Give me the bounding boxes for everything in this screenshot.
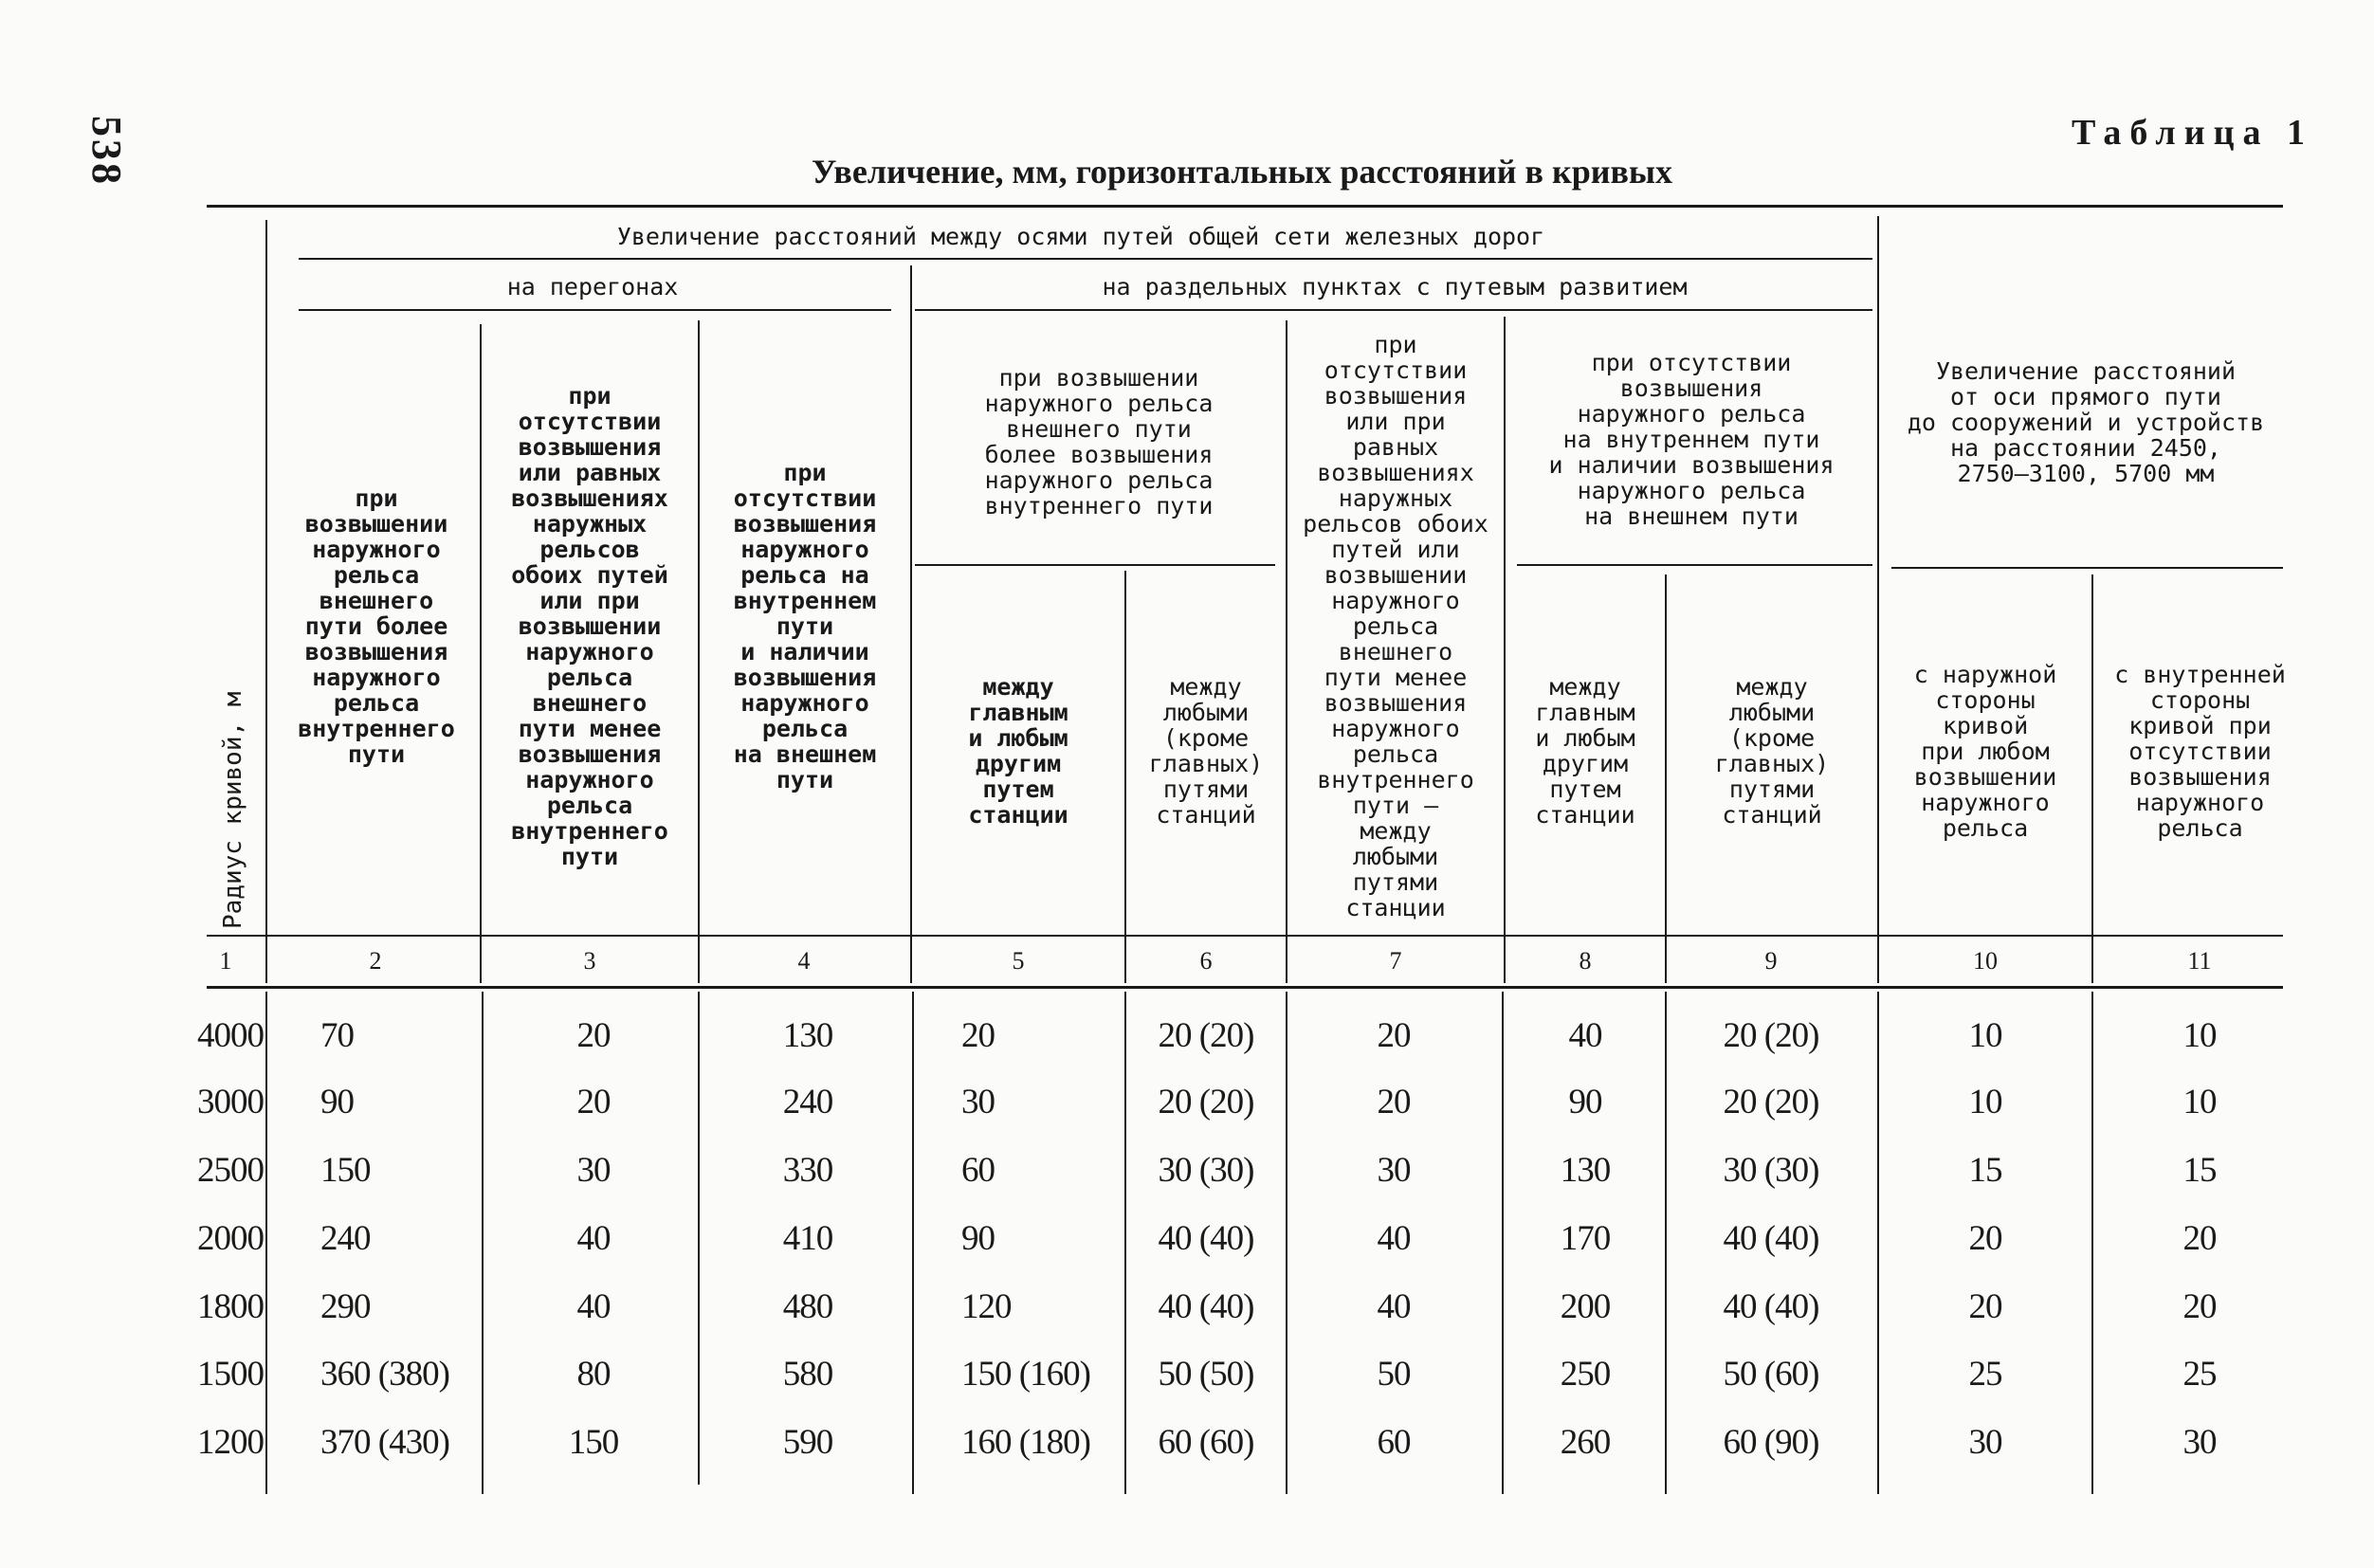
value-cell: 120 xyxy=(961,1287,1012,1326)
radius-cell: 3000 xyxy=(197,1083,264,1121)
header-line: или равных xyxy=(518,458,662,486)
value-cell: 20 (20) xyxy=(1158,1016,1254,1055)
header-line: путями xyxy=(1162,775,1250,803)
column-number: 2 xyxy=(369,947,382,975)
header-line: внутреннего пути xyxy=(984,491,1214,520)
header-col2 xyxy=(275,322,478,929)
column-number: 11 xyxy=(2187,947,2212,975)
header-line: наружных xyxy=(1338,483,1453,512)
header-line: наружного xyxy=(525,765,654,793)
value-cell: 360 (380) xyxy=(320,1355,449,1394)
header-col4 xyxy=(700,322,910,929)
rule-header-bottom xyxy=(207,935,2283,937)
header-line: и наличии xyxy=(740,637,869,665)
header-line: при xyxy=(783,458,827,486)
header-line: наружного xyxy=(312,663,441,691)
header-line: возвышения xyxy=(304,637,448,665)
header-line: рельса xyxy=(2157,813,2243,842)
value-cell: 25 xyxy=(1968,1355,2002,1394)
header-line: наружных xyxy=(532,509,648,538)
header-line: на расстоянии 2450, xyxy=(1950,433,2221,462)
column-number: 3 xyxy=(583,947,596,975)
header-line: возвышении xyxy=(518,611,662,640)
page-title: Увеличение, мм, горизонтальных расстояний в кривых xyxy=(811,153,1673,191)
value-cell: 260 xyxy=(1560,1423,1611,1462)
value-cell: 20 xyxy=(961,1016,995,1055)
header-line: с внутренней xyxy=(2114,660,2286,688)
rule-top xyxy=(207,205,2283,208)
header-line: рельса xyxy=(333,688,420,717)
header-line: обоих путей xyxy=(511,560,668,589)
header-line: отсутствии xyxy=(2128,737,2272,765)
value-cell: 30 xyxy=(2182,1423,2217,1462)
header-line: наружного рельса xyxy=(984,389,1214,417)
header-line: на внутреннем пути xyxy=(1562,426,1820,453)
header-line: до сооружений и устройств xyxy=(1907,408,2265,436)
column-number: 5 xyxy=(1012,947,1025,975)
header-line: от оси прямого пути xyxy=(1950,382,2221,410)
header-line: рельса xyxy=(1352,739,1439,768)
value-cell: 30 xyxy=(1968,1423,2002,1462)
header-line: наружного xyxy=(1331,586,1460,614)
header-line: пути — xyxy=(1352,791,1439,819)
value-cell: 40 xyxy=(576,1219,611,1258)
value-cell: 40 xyxy=(1568,1016,1602,1055)
value-cell: 20 xyxy=(1377,1016,1411,1055)
value-cell: 40 (40) xyxy=(1723,1287,1819,1326)
header-line: между xyxy=(982,673,1054,701)
value-cell: 240 xyxy=(320,1219,371,1258)
header-col11 xyxy=(2093,574,2307,927)
value-cell: 60 (60) xyxy=(1158,1423,1254,1462)
header-line: стороны xyxy=(1935,685,2036,714)
value-cell: 70 xyxy=(320,1016,354,1055)
header-line: рельса xyxy=(546,791,633,819)
header-line: с наружной xyxy=(1913,660,2057,688)
header-line: наружного xyxy=(525,637,654,665)
column-number: 7 xyxy=(1389,947,1402,975)
header-line: возвышении xyxy=(1324,560,1468,589)
header-line: при любом xyxy=(1921,737,2050,765)
value-cell: 30 (30) xyxy=(1158,1151,1254,1190)
header-line: путем xyxy=(982,775,1054,803)
header-line: между xyxy=(1549,673,1621,701)
header-line: рельса xyxy=(1942,813,2029,842)
value-cell: 30 xyxy=(576,1151,611,1190)
header-line: при отсутствии xyxy=(1591,349,1792,376)
header-line: при xyxy=(1374,330,1417,358)
header-line: пути xyxy=(776,765,834,793)
value-cell: 60 xyxy=(961,1151,995,1190)
header-line: при xyxy=(568,381,612,410)
header-line: стороны xyxy=(2149,685,2251,714)
header-line: рельса xyxy=(761,714,849,742)
column-number: 4 xyxy=(797,947,811,975)
header-line: отсутствии xyxy=(733,483,877,512)
radius-cell: 1500 xyxy=(197,1355,264,1394)
header-line: любыми xyxy=(1162,699,1250,726)
value-cell: 50 xyxy=(1377,1355,1411,1394)
header-line: возвышения xyxy=(1619,374,1763,402)
header-line: станций xyxy=(1722,801,1822,829)
header-line: любыми xyxy=(1728,699,1816,726)
header-line: наружного xyxy=(1331,714,1460,742)
table-label: Таблица 1 xyxy=(2071,113,2313,153)
header-line: станции xyxy=(968,801,1068,829)
value-cell: 40 (40) xyxy=(1723,1219,1819,1258)
value-cell: 20 xyxy=(1968,1219,2002,1258)
header-line: кривой xyxy=(1942,711,2029,739)
header-line: возвышения xyxy=(518,432,662,461)
header-line: внешнего xyxy=(319,586,434,614)
value-cell: 370 (430) xyxy=(320,1423,449,1462)
header-group-main: Увеличение расстояний между осями путей общей сети железных дорог xyxy=(616,222,1545,250)
value-cell: 20 xyxy=(2182,1287,2217,1326)
header-line: внешнего xyxy=(532,688,648,717)
header-line: станции xyxy=(1345,893,1446,921)
value-cell: 150 xyxy=(568,1423,619,1462)
value-cell: 10 xyxy=(1968,1083,2002,1121)
header-line: и наличии возвышения xyxy=(1548,451,1835,479)
rule-numbers-bottom xyxy=(207,986,2283,989)
value-cell: 590 xyxy=(782,1423,833,1462)
header-line: на внешнем пути xyxy=(1584,502,1799,530)
rule-group-1011 xyxy=(1891,567,2283,569)
value-cell: 40 (40) xyxy=(1158,1219,1254,1258)
header-line: возвышениях xyxy=(511,483,668,512)
radius-cell: 1800 xyxy=(197,1287,264,1326)
header-col10 xyxy=(1879,574,2091,927)
value-cell: 580 xyxy=(782,1355,833,1394)
value-cell: 90 xyxy=(320,1083,354,1121)
column-number: 8 xyxy=(1579,947,1592,975)
vrule-b-1 xyxy=(265,992,267,1494)
header-line: внутреннего xyxy=(511,816,668,845)
header-line: 2750—3100, 5700 мм xyxy=(1957,459,2215,487)
value-cell: 160 (180) xyxy=(961,1423,1090,1462)
vrule-b-4 xyxy=(912,992,914,1494)
radius-cell: 2000 xyxy=(197,1219,264,1258)
value-cell: 20 (20) xyxy=(1158,1083,1254,1121)
header-col5 xyxy=(912,574,1124,927)
radius-cell: 2500 xyxy=(197,1151,264,1190)
rule-group-stations xyxy=(915,309,1872,311)
value-cell: 30 xyxy=(961,1083,995,1121)
header-group-56 xyxy=(912,320,1286,562)
header-line: пути xyxy=(560,842,619,870)
header-line: и любым xyxy=(1535,724,1635,752)
header-line: возвышения xyxy=(733,663,877,691)
header-line: пути менее xyxy=(1324,663,1468,691)
value-cell: 40 xyxy=(1377,1287,1411,1326)
header-line: другим xyxy=(1542,750,1629,777)
header-line: наружного xyxy=(740,688,869,717)
header-line: главных) xyxy=(1714,750,1830,777)
column-number: 6 xyxy=(1199,947,1213,975)
value-cell: 50 (60) xyxy=(1723,1355,1819,1394)
value-cell: 15 xyxy=(1968,1151,2002,1190)
header-line: Увеличение расстояний xyxy=(1935,356,2237,385)
header-line: рельса на xyxy=(740,560,869,589)
header-line: главных) xyxy=(1148,750,1264,777)
value-cell: 40 (40) xyxy=(1158,1287,1254,1326)
value-cell: 90 xyxy=(1568,1083,1602,1121)
header-line: внешнего пути xyxy=(1006,414,1192,443)
value-cell: 290 xyxy=(320,1287,371,1326)
header-line: внутреннего xyxy=(298,714,455,742)
value-cell: 200 xyxy=(1560,1287,1611,1326)
header-line: главным xyxy=(1535,699,1635,726)
header-col7 xyxy=(1287,322,1504,929)
value-cell: 20 (20) xyxy=(1723,1016,1819,1055)
header-line: путем xyxy=(1549,775,1621,803)
value-cell: 410 xyxy=(782,1219,833,1258)
header-line: отсутствии xyxy=(1324,356,1468,384)
value-cell: 150 xyxy=(320,1151,371,1190)
value-cell: 90 xyxy=(961,1219,995,1258)
value-cell: 30 xyxy=(1377,1151,1411,1190)
header-line: станций xyxy=(1156,801,1256,829)
value-cell: 40 xyxy=(1377,1219,1411,1258)
header-line: внешнего xyxy=(1338,637,1453,665)
page-number: 538 xyxy=(83,116,130,187)
header-line: между xyxy=(1170,673,1242,701)
header-line: пути менее xyxy=(518,714,662,742)
rule-group-peregon xyxy=(299,309,891,311)
column-number: 9 xyxy=(1764,947,1778,975)
header-line: наружного xyxy=(312,535,441,563)
vrule-b-9 xyxy=(1877,992,1879,1494)
header-line: другим xyxy=(975,750,1062,777)
value-cell: 10 xyxy=(1968,1016,2002,1055)
value-cell: 130 xyxy=(782,1016,833,1055)
header-line: при возвышении xyxy=(998,363,1199,392)
value-cell: 330 xyxy=(782,1151,833,1190)
value-cell: 60 xyxy=(1377,1423,1411,1462)
header-line: возвышении xyxy=(1913,762,2057,791)
header-line: рельсов обоих xyxy=(1303,509,1488,538)
header-group-89 xyxy=(1506,319,1877,560)
value-cell: 130 xyxy=(1560,1151,1611,1190)
value-cell: 50 (50) xyxy=(1158,1355,1254,1394)
header-line: путей или xyxy=(1331,535,1460,563)
header-line: любыми xyxy=(1352,842,1439,870)
header-line: рельсов xyxy=(539,535,640,563)
column-number: 1 xyxy=(219,947,232,975)
value-cell: 25 xyxy=(2182,1355,2217,1394)
header-group-stations: на раздельных пунктах с путевым развитием xyxy=(1102,272,1688,301)
value-cell: 20 xyxy=(1377,1083,1411,1121)
header-group-peregon: на перегонах xyxy=(506,272,679,301)
column-number: 10 xyxy=(1973,947,1998,975)
value-cell: 60 (90) xyxy=(1723,1423,1819,1462)
header-line: возвышения xyxy=(733,509,877,538)
header-line: отсутствии xyxy=(518,407,662,435)
header-line: на внешнем xyxy=(733,739,877,768)
value-cell: 20 xyxy=(2182,1219,2217,1258)
vrule-h-1 xyxy=(265,220,267,983)
header-line: возвышения xyxy=(1324,381,1468,410)
header-line: станции xyxy=(1535,801,1635,829)
header-col9 xyxy=(1667,574,1877,927)
header-line: и любым xyxy=(968,724,1068,752)
header-line: между xyxy=(1736,673,1808,701)
header-group-1011 xyxy=(1882,284,2290,559)
header-line: путями xyxy=(1352,867,1439,896)
vrule-b-3 xyxy=(698,992,700,1485)
value-cell: 15 xyxy=(2182,1151,2217,1190)
header-line: возвышения xyxy=(2128,762,2272,791)
header-line: наружного рельса xyxy=(1577,400,1806,428)
header-line: (кроме xyxy=(1728,724,1816,752)
value-cell: 20 xyxy=(1968,1287,2002,1326)
value-cell: 80 xyxy=(576,1355,611,1394)
header-line: рельса xyxy=(1352,611,1439,640)
value-cell: 250 xyxy=(1560,1355,1611,1394)
header-line: путями xyxy=(1728,775,1816,803)
vrule-b-10 xyxy=(2091,992,2093,1494)
header-line: возвышения xyxy=(1324,688,1468,717)
value-cell: 240 xyxy=(782,1083,833,1121)
value-cell: 170 xyxy=(1560,1219,1611,1258)
header-line: или при xyxy=(1345,407,1446,435)
header-line: наружного рельса xyxy=(1577,477,1806,504)
header-line: возвышениях xyxy=(1317,458,1474,486)
header-line: наружного рельса xyxy=(984,465,1214,494)
value-cell: 480 xyxy=(782,1287,833,1326)
value-cell: 20 xyxy=(576,1083,611,1121)
header-col6 xyxy=(1126,574,1286,927)
radius-cell: 4000 xyxy=(197,1016,264,1055)
header-line: наружного xyxy=(2135,788,2265,816)
rule-group-56 xyxy=(915,564,1275,566)
header-line: пути более xyxy=(304,611,448,640)
header-line: или при xyxy=(539,586,640,614)
header-line: возвышения xyxy=(518,739,662,768)
value-cell: 20 (20) xyxy=(1723,1083,1819,1121)
header-line: пути xyxy=(347,739,406,768)
value-cell: 20 xyxy=(576,1016,611,1055)
header-line: при xyxy=(355,483,398,512)
header-line: рельса xyxy=(546,663,633,691)
header-line: между xyxy=(1360,816,1432,845)
header-line: внутреннем xyxy=(733,586,877,614)
header-radius: Радиус кривой, м xyxy=(219,691,247,929)
header-line: наружного xyxy=(740,535,869,563)
value-cell: 10 xyxy=(2182,1083,2217,1121)
header-line: внутреннего xyxy=(1317,765,1474,793)
header-line: наружного xyxy=(1921,788,2050,816)
header-line: (кроме xyxy=(1162,724,1250,752)
rule-group-main xyxy=(299,258,1872,260)
value-cell: 150 (160) xyxy=(961,1355,1090,1394)
header-line: главным xyxy=(968,699,1068,726)
header-line: пути xyxy=(776,611,834,640)
header-line: возвышении xyxy=(304,509,448,538)
radius-cell: 1200 xyxy=(197,1423,264,1462)
header-col3 xyxy=(482,322,698,929)
header-line: равных xyxy=(1352,432,1439,461)
value-cell: 40 xyxy=(576,1287,611,1326)
header-line: кривой при xyxy=(2128,711,2272,739)
rule-group-89 xyxy=(1517,564,1872,566)
value-cell: 30 (30) xyxy=(1723,1151,1819,1190)
header-line: рельса xyxy=(333,560,420,589)
value-cell: 10 xyxy=(2182,1016,2217,1055)
header-line: более возвышения xyxy=(984,440,1214,468)
vrule-b-2 xyxy=(482,992,484,1494)
header-col8 xyxy=(1506,574,1665,927)
